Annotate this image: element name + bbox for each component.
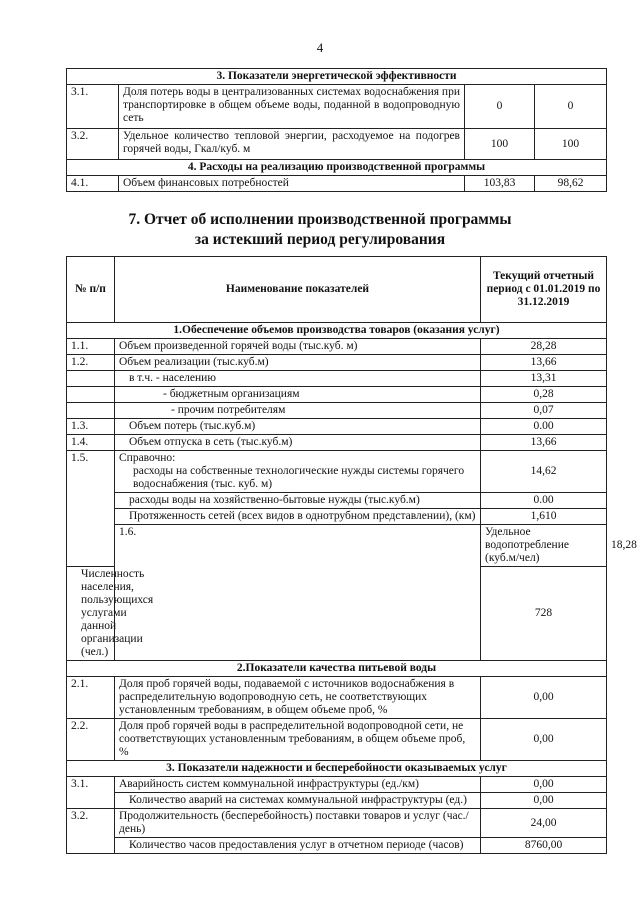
- indicator-value: 1,610: [481, 509, 607, 525]
- indicator-value: 0,00: [481, 719, 607, 761]
- indicator-name: Доля проб горячей воды, подаваемой с источников водоснабжения в распределительную водопроводную сеть, не соответствующих установленным требованиям, в общем объеме проб, %: [115, 677, 481, 719]
- indicator-value-plan: 0: [465, 85, 535, 129]
- indicator-name: Количество аварий на системах коммунальной инфраструктуры (ед.): [115, 793, 481, 809]
- table-row: [67, 387, 607, 403]
- reference-label: Справочно:: [119, 452, 176, 464]
- indicator-value: 13,66: [481, 355, 607, 371]
- section-header-row: [67, 69, 607, 85]
- indicator-name: Объем финансовых потребностей: [119, 176, 465, 192]
- section-header-row: [67, 761, 607, 777]
- indicator-name: [115, 451, 481, 493]
- section-header-row: [67, 160, 607, 176]
- section-header-row: [67, 323, 607, 339]
- row-number: [67, 371, 115, 387]
- indicator-value-fact: 100: [535, 129, 607, 160]
- header-name: Наименование показателей: [115, 257, 481, 323]
- indicator-name: Удельное водопотребление (куб.м/чел): [481, 525, 607, 567]
- row-number: [67, 387, 115, 403]
- table-row: [67, 419, 607, 435]
- report-table: [66, 256, 637, 854]
- indicator-value: 0,00: [481, 793, 607, 809]
- indicator-value: 8760,00: [481, 838, 607, 854]
- indicator-value: 728: [481, 567, 607, 661]
- table-row: [67, 129, 607, 160]
- indicator-name: Численность населения, пользующихся услугами данной организации (чел.): [67, 567, 115, 661]
- table-row: [67, 176, 607, 192]
- table-row: [67, 793, 607, 809]
- indicator-value: 0,28: [481, 387, 607, 403]
- table-row: [67, 509, 607, 525]
- indicator-name: Количество часов предоставления услуг в отчетном периоде (часов): [115, 838, 481, 854]
- indicator-name: Доля потерь воды в централизованных системах водоснабжения при транспортировке в общем объеме воды, поданной в водопроводную сеть: [119, 85, 465, 129]
- row-number: 3.1.: [67, 85, 119, 129]
- indicator-name: Объем потерь (тыс.куб.м): [115, 419, 481, 435]
- indicator-value: 0,00: [481, 677, 607, 719]
- reference-item: расходы на собственные технологические нужды системы горячего водоснабжения (тыс. куб. м): [133, 465, 465, 490]
- indicator-value: 13,66: [481, 435, 607, 451]
- table-row: [67, 339, 607, 355]
- energy-efficiency-table: [66, 68, 607, 192]
- indicator-value-fact: 98,62: [535, 176, 607, 192]
- indicator-name: Доля проб горячей воды в распределительной водопроводной сети, не соответствующих установленным требованиям, в общем объеме проб, %: [115, 719, 481, 761]
- row-number: 2.1.: [67, 677, 115, 719]
- table-row: [67, 435, 607, 451]
- header-number: № п/п: [67, 257, 115, 323]
- indicator-name: Объем произведенной горячей воды (тыс.куб. м): [115, 339, 481, 355]
- row-number: 1.5.: [67, 451, 115, 567]
- indicator-name: Продолжительность (бесперебойность) поставки товаров и услуг (час./день): [115, 809, 481, 838]
- indicator-value: 13,31: [481, 371, 607, 387]
- table-row: 1.6. Удельное водопотребление (куб.м/чел) 18,28: [67, 525, 607, 567]
- table-row: [67, 403, 607, 419]
- indicator-value: 0.00: [481, 493, 607, 509]
- report-title: [0, 210, 640, 250]
- row-number: [67, 403, 115, 419]
- row-number: 1.6.: [115, 525, 481, 661]
- indicator-name: Протяженность сетей (всех видов в однотрубном представлении), (км): [115, 509, 481, 525]
- indicator-name: Аварийность систем коммунальной инфраструктуры (ед./км): [115, 777, 481, 793]
- page-number: 4: [316, 40, 324, 55]
- indicator-value: 24,00: [481, 809, 607, 838]
- indicator-name: Объем реализации (тыс.куб.м): [115, 355, 481, 371]
- section-4-title: 4. Расходы на реализацию производственной программы: [67, 160, 607, 176]
- report-title-line-2: за истекший период регулирования: [194, 231, 446, 248]
- report-title-line-1: 7. Отчет об исполнении производственной программы: [128, 211, 512, 228]
- indicator-value-plan: 100: [465, 129, 535, 160]
- indicator-name: Удельное количество тепловой энергии, расходуемое на подогрев горячей воды, Гкал/куб. м: [119, 129, 465, 160]
- indicator-value: 0.00: [481, 419, 607, 435]
- indicator-name: - бюджетным организациям: [115, 387, 481, 403]
- indicator-value: 28,28: [481, 339, 607, 355]
- row-number: 3.2.: [67, 809, 115, 854]
- table-row: [67, 355, 607, 371]
- table-row: [67, 451, 607, 493]
- section-header-row: [67, 661, 607, 677]
- section-1-title: 1.Обеспечение объемов производства товаров (оказания услуг): [67, 323, 607, 339]
- indicator-value: 0,07: [481, 403, 607, 419]
- header-row: [67, 257, 607, 323]
- table-row: [67, 677, 607, 719]
- indicator-value-plan: 103,83: [465, 176, 535, 192]
- row-number: 1.4.: [67, 435, 115, 451]
- table-row: [67, 719, 607, 761]
- row-number: 1.2.: [67, 355, 115, 371]
- indicator-value-fact: 0: [535, 85, 607, 129]
- table-row: [67, 85, 607, 129]
- row-number: 1.3.: [67, 419, 115, 435]
- table-row: [67, 777, 607, 793]
- row-number: 4.1.: [67, 176, 119, 192]
- indicator-name: расходы воды на хозяйственно-бытовые нужды (тыс.куб.м): [115, 493, 481, 509]
- indicator-value: 0,00: [481, 777, 607, 793]
- indicator-name: в т.ч. - населению: [115, 371, 481, 387]
- row-number: 2.2.: [67, 719, 115, 761]
- indicator-name: - прочим потребителям: [115, 403, 481, 419]
- row-number: 1.1.: [67, 339, 115, 355]
- row-number: 3.1.: [67, 777, 115, 809]
- section-3-title: 3. Показатели надежности и бесперебойности оказываемых услуг: [67, 761, 607, 777]
- table-row: [67, 838, 607, 854]
- table-row: [67, 493, 607, 509]
- indicator-name: Объем отпуска в сеть (тыс.куб.м): [115, 435, 481, 451]
- table-row: [67, 371, 607, 387]
- table-row: [67, 809, 607, 838]
- indicator-value: 14,62: [481, 451, 607, 493]
- row-number: 3.2.: [67, 129, 119, 160]
- section-3-title: 3. Показатели энергетической эффективности: [67, 69, 607, 85]
- header-period: Текущий отчетный период с 01.01.2019 по 31.12.2019: [481, 257, 607, 323]
- section-2-title: 2.Показатели качества питьевой воды: [67, 661, 607, 677]
